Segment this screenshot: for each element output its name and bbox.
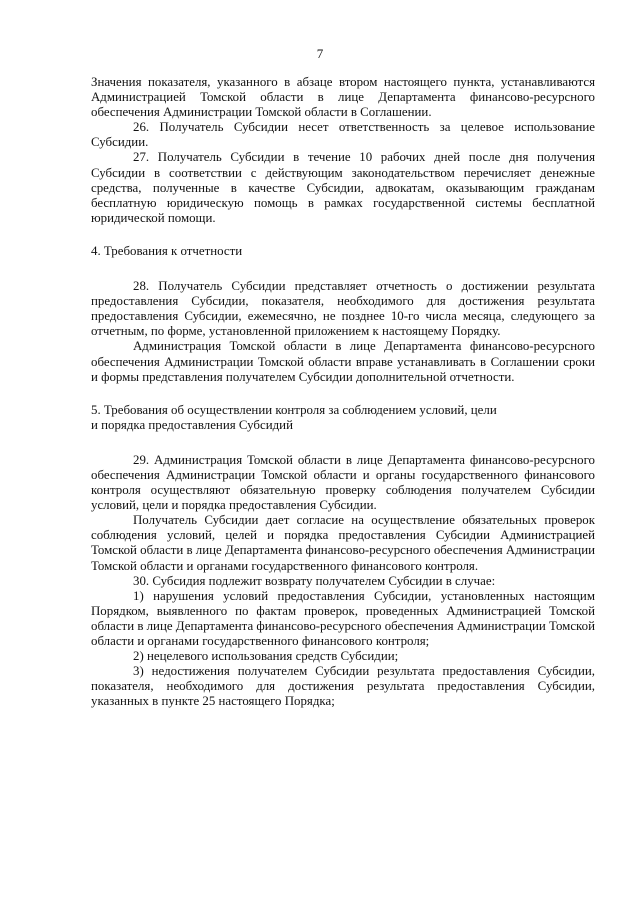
list-item-1: 1) нарушения условий предоставления Субсидии, установленных настоящим Порядком, выявленного по фактам проверок, проведенных Администрацией Томской области в лице Департамента финансово-ресурсного обеспечения Администрации Томской области и органами государственного финансового контроля; bbox=[91, 588, 595, 648]
paragraph-additional-reporting: Администрация Томской области в лице Департамента финансово-ресурсного обеспечения Администрации Томской области вправе устанавливать в Соглашении сроки и формы представления получателем Субсидии дополнительной отчетности. bbox=[91, 339, 595, 384]
document-body bbox=[91, 75, 595, 709]
paragraph-consent: Получатель Субсидии дает согласие на осуществление обязательных проверок соблюдения условий, целей и порядка предоставления Субсидии Администрацией Томской области в лице Департамента финансово-ресурсного обеспечения Администрации Томской области и органами государственного финансового контроля. bbox=[91, 513, 595, 573]
section-5-heading-line-1: 5. Требования об осуществлении контроля за соблюдением условий, цели bbox=[91, 402, 497, 417]
list-item-2: 2) нецелевого использования средств Субсидии; bbox=[133, 649, 399, 664]
page-number: 7 bbox=[316, 46, 324, 61]
paragraph-indicator-values: Значения показателя, указанного в абзаце втором настоящего пункта, устанавливаются Администрацией Томской области в лице Департамента финансово-ресурсного обеспечения Администрации Томской области в Соглашении. bbox=[91, 75, 595, 120]
paragraph-27: 27. Получатель Субсидии в течение 10 рабочих дней после дня получения Субсидии в соответствии с действующим законодательством перечисляет денежные средства, полученные в качестве Субсидии, адвокатам, оказывающим гражданам бесплатную юридическую помощь в рамках государственной системы бесплатной юридической помощи. bbox=[91, 150, 595, 225]
section-4-heading: 4. Требования к отчетности bbox=[91, 243, 243, 258]
list-item-3: 3) недостижения получателем Субсидии результата предоставления Субсидии, показателя, необходимого для достижения результата предоставления Субсидии, указанных в пункте 25 настоящего Порядка; bbox=[91, 664, 595, 709]
paragraph-26: 26. Получатель Субсидии несет ответственность за целевое использование Субсидии. bbox=[91, 120, 595, 150]
paragraph-29: 29. Администрация Томской области в лице Департамента финансово-ресурсного обеспечения Администрации Томской области и органы государственного финансового контроля осуществляют обязательную проверку соблюдения получателем Субсидии условий, цели и порядка предоставления Субсидии. bbox=[91, 452, 595, 513]
paragraph-30: 30. Субсидия подлежит возврату получателем Субсидии в случае: bbox=[133, 573, 496, 588]
section-5-heading-line-2: и порядка предоставления Субсидий bbox=[91, 417, 293, 432]
paragraph-28: 28. Получатель Субсидии представляет отчетность о достижении результата предоставления Субсидии, показателя, необходимого для достижения результата предоставления Субсидии, ежемесячно, не позднее 10-го числа месяца, следующего за отчетным, по форме, установленной приложением к настоящему Порядку. bbox=[91, 279, 595, 339]
